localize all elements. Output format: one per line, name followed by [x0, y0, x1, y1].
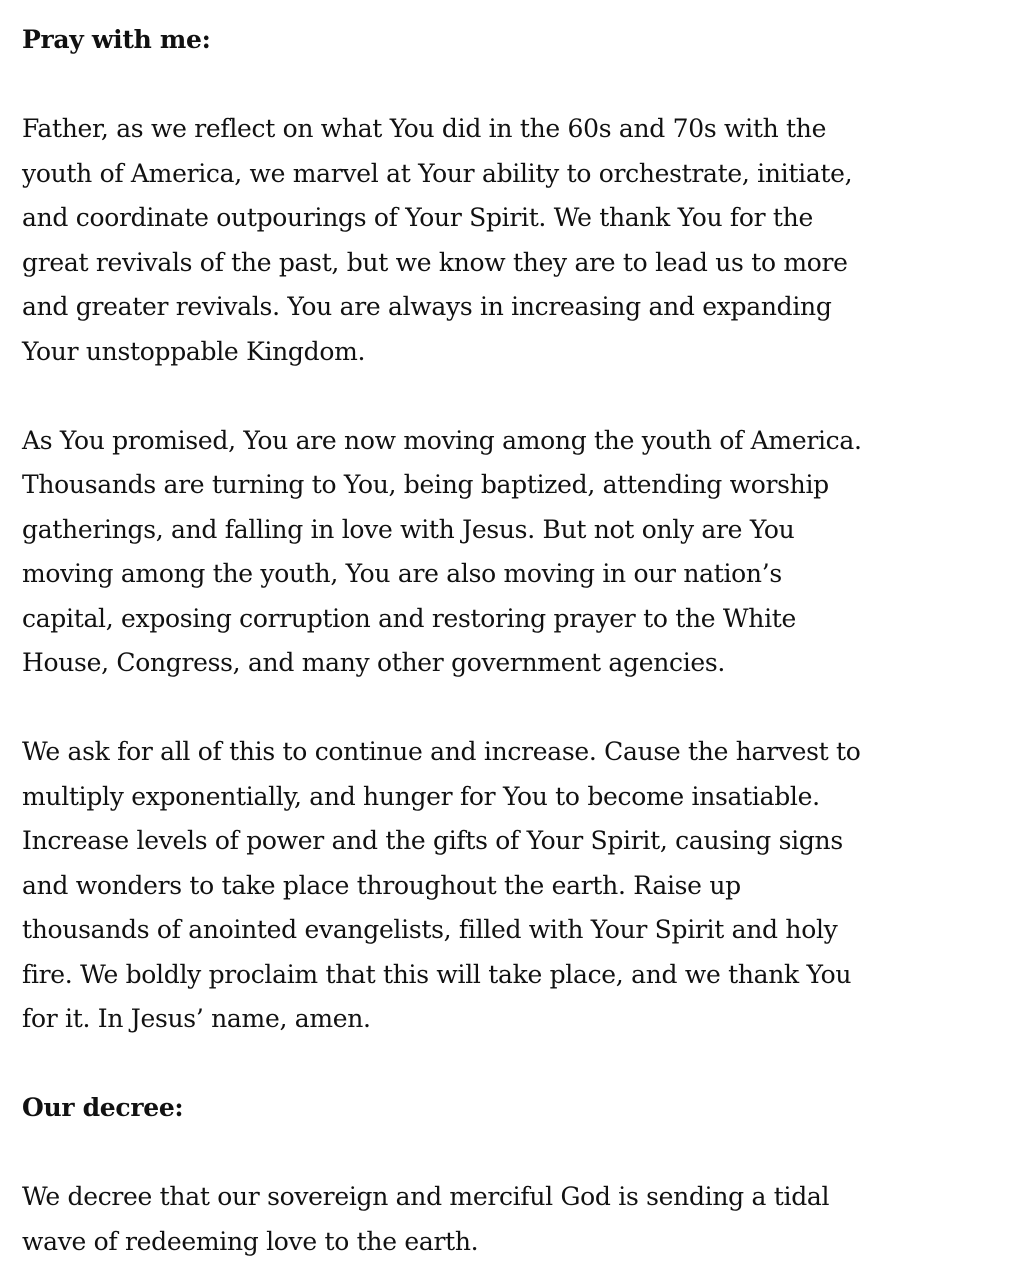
text-line: Increase levels of power and the gifts of Your Spirit, causing signs [22, 826, 843, 855]
text-line: for it. In Jesus’ name, amen. [22, 1004, 371, 1033]
spacer [22, 374, 1022, 419]
text-line: We decree that our sovereign and merciful God is sending a tidal [22, 1182, 830, 1211]
devotional-page [22, 0, 1022, 1264]
text-line: capital, exposing corruption and restoring prayer to the White [22, 603, 797, 633]
text-line: great revivals of the past, but we know they are to lead us to more [22, 247, 848, 277]
text-line: moving among the youth, You are also moving in our nation’s [22, 559, 782, 588]
text-line: and greater revivals. You are always in increasing and expanding [22, 292, 832, 321]
text-line: We ask for all of this to continue and increase. Cause the harvest to [22, 737, 861, 766]
text-line: fire. We boldly proclaim that this will take place, and we thank You [22, 959, 852, 989]
prayer-paragraph-2 [22, 419, 1022, 686]
spacer [22, 686, 1022, 731]
decree-heading: Our decree: [22, 1093, 184, 1122]
text-line: As You promised, You are now moving among the youth of America. [22, 425, 862, 455]
spacer [22, 1131, 1022, 1176]
text-line: Father, as we reflect on what You did in the 60s and 70s with the [22, 114, 827, 143]
text-line: Your unstoppable Kingdom. [22, 336, 366, 366]
text-line: House, Congress, and many other government agencies. [22, 648, 726, 677]
prayer-paragraph-3 [22, 730, 1022, 1042]
spacer [22, 1042, 1022, 1087]
text-line: gatherings, and falling in love with Jesus. But not only are You [22, 514, 795, 544]
text-line: multiply exponentially, and hunger for You to become insatiable. [22, 781, 820, 811]
text-line: wave of redeeming love to the earth. [22, 1226, 479, 1256]
text-line: thousands of anointed evangelists, filled with Your Spirit and holy [22, 915, 838, 944]
prayer-paragraph-1 [22, 107, 1022, 374]
text-line: Thousands are turning to You, being baptized, attending worship [22, 470, 829, 499]
text-line: and coordinate outpourings of Your Spirit. We thank You for the [22, 203, 813, 232]
spacer [22, 63, 1022, 108]
decree-paragraph [22, 1175, 1022, 1264]
text-line: and wonders to take place throughout the earth. Raise up [22, 870, 741, 900]
pray-heading: Pray with me: [22, 25, 211, 54]
text-line: youth of America, we marvel at Your ability to orchestrate, initiate, [22, 158, 853, 188]
